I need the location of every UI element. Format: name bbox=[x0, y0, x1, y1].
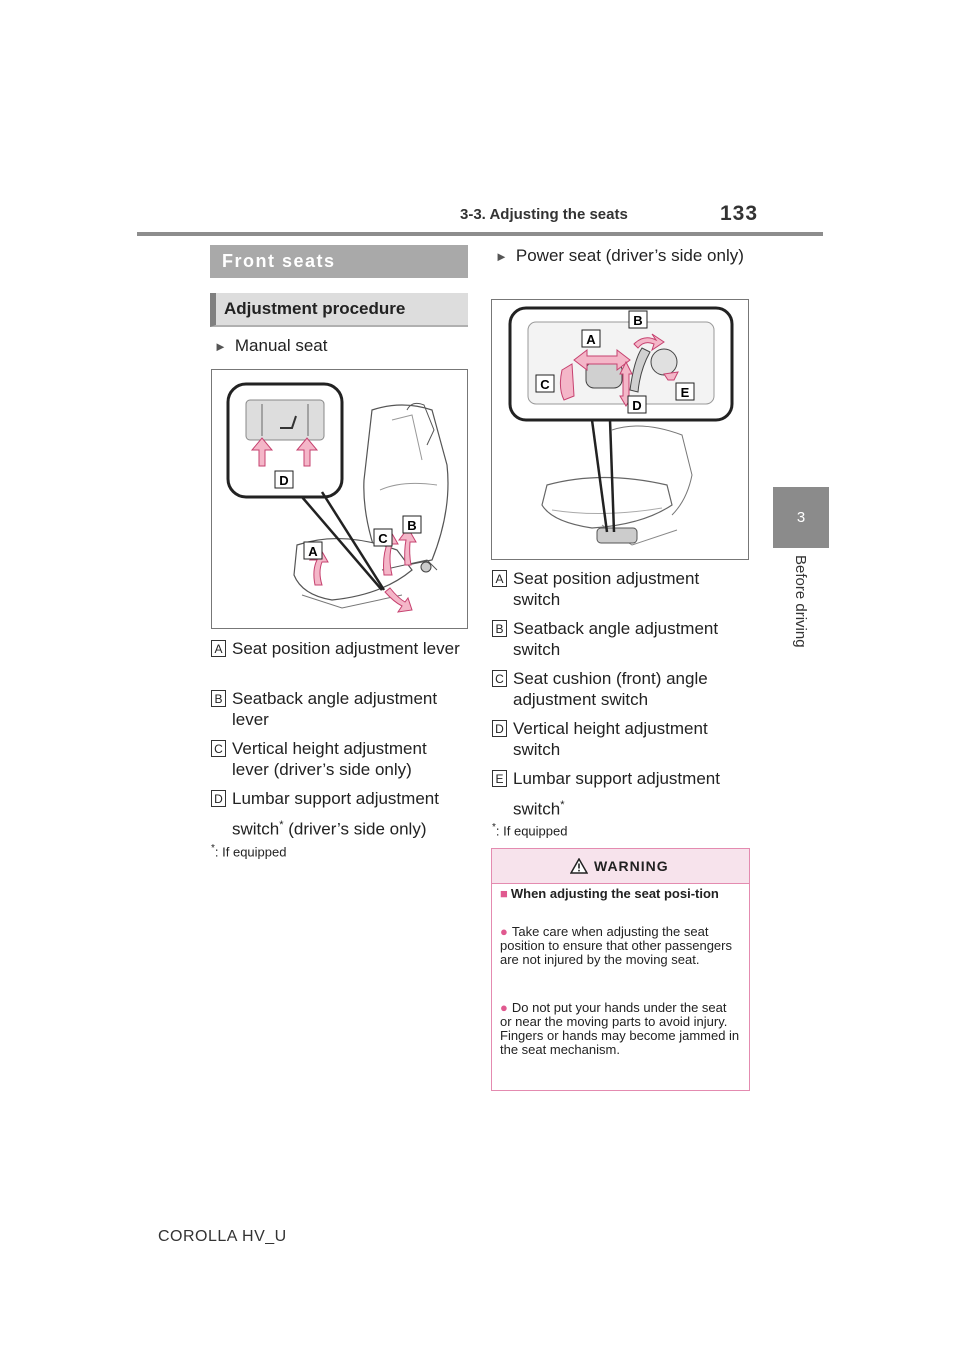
circle-bullet-icon: ● bbox=[500, 924, 508, 939]
legend-text: Seat position adjustment lever bbox=[232, 639, 460, 658]
legend-key: C bbox=[211, 740, 226, 757]
figure-label-b: B bbox=[633, 313, 643, 328]
chapter-number: 3 bbox=[796, 509, 806, 526]
subsection-title: Adjustment procedure bbox=[224, 299, 406, 318]
chapter-tab[interactable] bbox=[773, 487, 829, 548]
section-title: Front seats bbox=[222, 251, 336, 271]
manual-seat-bullet bbox=[214, 336, 328, 356]
legend-item-b bbox=[211, 688, 471, 732]
legend-key: A bbox=[492, 570, 507, 587]
manual-seat-illustration bbox=[212, 370, 467, 628]
legend-text: Seatback angle adjustment switch bbox=[513, 619, 719, 659]
figure-label-e: E bbox=[680, 385, 690, 400]
warning-bullet-text: Do not put your hands under the seat or near the moving parts to avoid injury. Fingers or hands may become jammed in the seat mechanism. bbox=[500, 1000, 740, 1057]
subsection-title-bar bbox=[210, 293, 468, 327]
legend-text: Lumbar support adjustment switch bbox=[513, 769, 720, 819]
legend-item-a bbox=[211, 638, 471, 682]
warning-title: WARNING bbox=[594, 858, 669, 874]
triangle-bullet-icon: ► bbox=[495, 249, 508, 264]
legend-item-c bbox=[211, 738, 471, 782]
legend-key: D bbox=[492, 720, 507, 737]
power-seat-figure bbox=[491, 299, 749, 560]
figure-label-a: A bbox=[308, 544, 318, 559]
legend-item-a bbox=[492, 568, 752, 612]
circle-bullet-icon: ● bbox=[500, 1000, 508, 1015]
power-seat-label: Power seat (driver’s side only) bbox=[515, 246, 744, 265]
legend-text: Lumbar support adjustment switch bbox=[232, 789, 439, 839]
chapter-side-label: Before driving bbox=[792, 555, 809, 648]
legend-key: B bbox=[492, 620, 507, 637]
square-bullet-icon: ■ bbox=[500, 886, 508, 901]
legend-item-d bbox=[492, 718, 752, 762]
footnote bbox=[211, 843, 286, 859]
warning-triangle-icon bbox=[570, 858, 588, 874]
warning-box bbox=[491, 848, 750, 1091]
section-title-bar bbox=[210, 245, 468, 278]
header-divider bbox=[137, 232, 823, 236]
legend-text: Seat cushion (front) angle adjustment switch bbox=[513, 669, 708, 709]
legend-item-b bbox=[492, 618, 752, 662]
warning-bullet-1 bbox=[500, 925, 740, 967]
warning-header bbox=[492, 849, 749, 884]
legend-text: Vertical height adjustment lever (driver’s side only) bbox=[232, 739, 427, 779]
warning-bullet-text: Take care when adjusting the seat position to ensure that other passengers are not injured by the moving seat. bbox=[500, 924, 732, 967]
legend-text: Seatback angle adjustment lever bbox=[232, 689, 438, 729]
figure-label-b: B bbox=[407, 518, 417, 533]
power-seat-illustration bbox=[492, 300, 748, 559]
footnote-mark: * bbox=[279, 819, 284, 831]
figure-label-c: C bbox=[378, 531, 388, 546]
figure-label-d: D bbox=[632, 398, 642, 413]
legend-key: C bbox=[492, 670, 507, 687]
footnote-mark: * bbox=[560, 799, 565, 811]
legend-key: D bbox=[211, 790, 226, 807]
legend-item-e bbox=[492, 768, 752, 819]
legend-item-d bbox=[211, 788, 471, 839]
triangle-bullet-icon: ► bbox=[214, 339, 227, 354]
warning-subhead bbox=[500, 886, 740, 901]
footer-model-code: COROLLA HV_U bbox=[158, 1228, 287, 1245]
warning-bullet-2 bbox=[500, 1001, 740, 1057]
figure-label-a: A bbox=[586, 332, 596, 347]
footnote-mark: * bbox=[211, 843, 215, 854]
legend-item-c bbox=[492, 668, 752, 712]
figure-label-c: C bbox=[540, 377, 550, 392]
legend-text-suffix: (driver’s side only) bbox=[283, 819, 427, 839]
footnote-text: : If equipped bbox=[495, 823, 568, 839]
manual-seat-figure bbox=[211, 369, 468, 629]
page-number: 133 bbox=[720, 202, 759, 225]
footnote-mark: * bbox=[492, 822, 496, 833]
power-seat-bullet bbox=[495, 244, 745, 268]
legend-text: Seat position adjustment switch bbox=[513, 569, 700, 609]
figure-label-d: D bbox=[279, 473, 289, 488]
manual-seat-label: Manual seat bbox=[234, 336, 328, 355]
legend-key: A bbox=[211, 640, 226, 657]
legend-text: Vertical height adjustment switch bbox=[513, 719, 708, 759]
warning-subhead-text: When adjusting the seat posi-tion bbox=[510, 886, 719, 901]
footnote bbox=[492, 822, 567, 838]
footnote-text: : If equipped bbox=[214, 844, 287, 860]
section-header: 3-3. Adjusting the seats bbox=[460, 206, 628, 223]
legend-key: E bbox=[492, 770, 507, 787]
legend-key: B bbox=[211, 690, 226, 707]
